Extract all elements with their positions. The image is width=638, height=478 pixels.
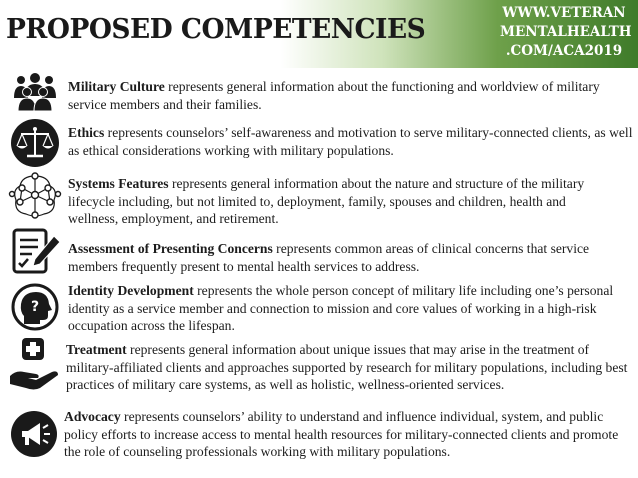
clipboard-checklist-icon — [12, 228, 62, 278]
competency-advocacy — [64, 408, 620, 461]
header-banner — [0, 0, 638, 68]
svg-text:?: ? — [30, 299, 40, 315]
description-military-culture: represents general information about the functioning and worldview of military service members and their families. — [68, 79, 600, 112]
description-treatment: represents general information about unique issues that may arise in the treatment of military-affiliated clients and approaches supported by research for military populations, including best practices of military care systems, as well as holistic, wellness-oriented services. — [66, 342, 628, 392]
competency-military-culture — [68, 78, 628, 113]
term-systems-features: Systems Features — [68, 176, 169, 191]
description-assessment: represents common areas of clinical concerns that service members frequently present to mental health services to address. — [68, 241, 590, 274]
competency-assessment — [68, 240, 618, 275]
hand-medical-cross-icon — [8, 336, 60, 392]
competency-treatment — [66, 341, 632, 394]
term-assessment: Assessment of Presenting Concerns — [68, 241, 273, 256]
term-identity-development: Identity Development — [68, 283, 194, 298]
description-systems-features: represents general information about the nature and structure of the military lifecycle including, but not limited to, deployment, family, spouses and children, health and wellness, employment, and retirement. — [68, 176, 585, 226]
url-line-2: MENTALHEALTH — [500, 24, 632, 40]
term-ethics: Ethics — [68, 125, 105, 140]
page-title: PROPOSED COMPETENCIES — [6, 14, 426, 45]
competency-ethics — [68, 124, 634, 159]
url-line-1: WWW.VETERAN — [502, 5, 626, 21]
term-military-culture: Military Culture — [68, 79, 165, 94]
website-url[interactable] — [500, 4, 632, 61]
head-question-icon — [10, 282, 60, 332]
description-advocacy: represents counselors’ ability to understand and influence individual, system, and public policy efforts to increase access to mental health resources for military-connected clients and promote the role of counseling professionals working with military populations. — [64, 409, 619, 459]
description-ethics: represents counselors’ self-awareness and motivation to serve military-connected clients, as well as ethical considerations working with military populations. — [68, 125, 633, 158]
term-advocacy: Advocacy — [64, 409, 121, 424]
url-line-3: .COM/ACA2019 — [505, 43, 623, 59]
competency-identity-development — [68, 282, 624, 335]
megaphone-icon — [10, 410, 58, 458]
competency-systems-features — [68, 175, 614, 228]
description-identity-development: represents the whole person concept of military life including one’s personal identity as a service member and connection to mission and core values of working in a high-risk occupation across the lifespan. — [68, 283, 614, 333]
network-brain-icon — [8, 168, 62, 222]
term-treatment: Treatment — [66, 342, 127, 357]
people-group-icon — [12, 72, 58, 112]
scales-of-justice-icon — [10, 118, 60, 168]
